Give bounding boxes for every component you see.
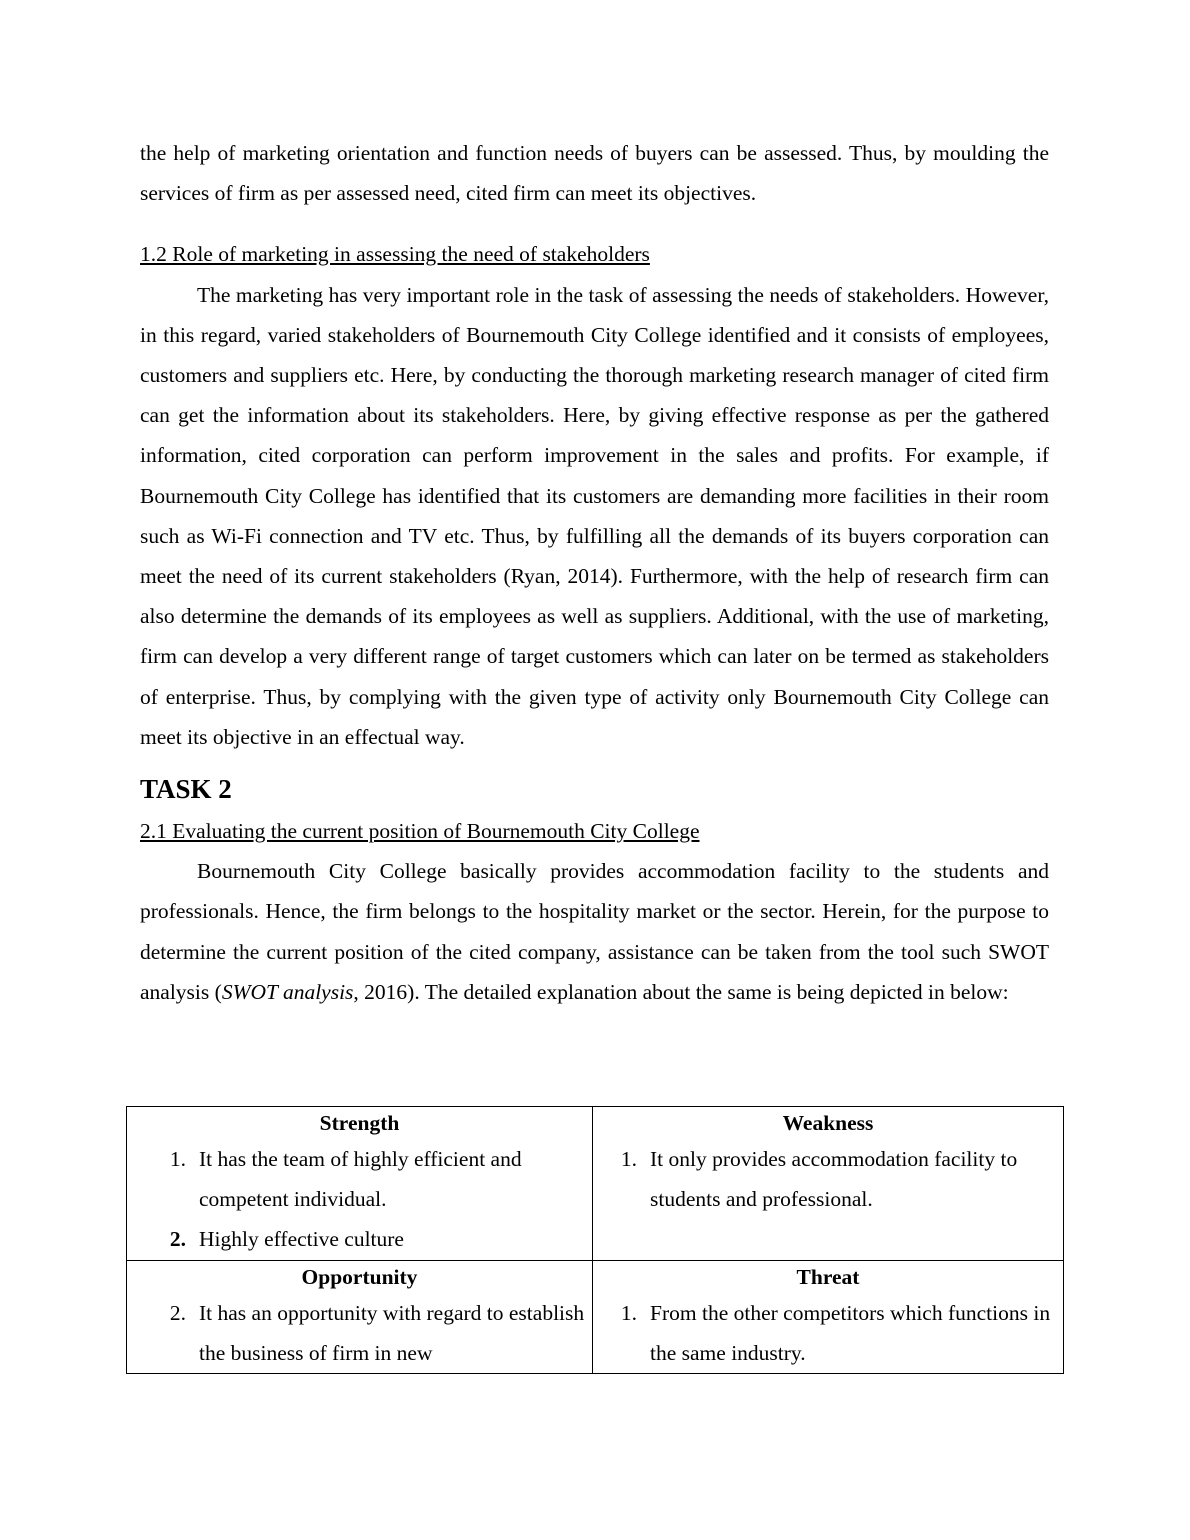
list-item-number: 1. [620, 1300, 637, 1325]
section-2-1-body-end: , 2016). The detailed explanation about the same is being depicted in below: [353, 979, 1009, 1004]
list-item [127, 1219, 592, 1259]
section-2-1-citation: SWOT analysis [221, 979, 354, 1004]
list-item [127, 1293, 592, 1373]
list-item-number: 2. [169, 1227, 186, 1252]
swot-opportunity-title: Opportunity [301, 1264, 418, 1289]
list-item-number: 1. [169, 1147, 186, 1171]
list-item [127, 1139, 592, 1219]
swot-weakness-cell [593, 1107, 1064, 1261]
section-1-2-body: The marketing has very important role in the task of assessing the needs of stakeholders. However, in this regard, varied stakeholders of Bournemouth City College identified and it consists of employees, customers and suppliers etc. Here, by conducting the thorough marketing research manager of cited firm can get the information about its stakeholders. Here, by giving effective response as per the gathered information, cited corporation can perform improvement in the sales and profits. For example, if Bournemouth City College has identified that its customers are demanding more facilities in their room such as Wi-Fi connection and TV etc. Thus, by fulfilling all the demands of its buyers corporation can meet the need of its current stakeholders (Ryan, 2014). Furthermore, with the help of research firm can also determine the demands of its employees as well as suppliers. Additional, with the use of marketing, firm can develop a very different range of target customers which can later on be termed as stakeholders of enterprise. Thus, by complying with the given type of activity only Bournemouth City College can meet its objective in an effectual way. [140, 282, 1049, 749]
swot-row-bottom [127, 1260, 1064, 1373]
list-item-number: 1. [620, 1147, 637, 1171]
list-item-text: It has an opportunity with regard to establish the business of firm in new [199, 1300, 585, 1365]
swot-opportunity-cell [127, 1260, 593, 1373]
section-2-1-body [140, 851, 1049, 1012]
list-item-text: Highly effective culture [199, 1227, 404, 1252]
swot-threat-title: Threat [796, 1264, 860, 1289]
swot-threat-cell [593, 1260, 1064, 1373]
list-item-number: 2. [169, 1300, 186, 1325]
document-page [140, 133, 1049, 1012]
section-2-1-heading: 2.1 Evaluating the current position of Bournemouth City College [140, 819, 700, 844]
list-item-text: From the other competitors which functions in the same industry. [650, 1300, 1051, 1365]
section-2-1-body-start: Bournemouth City College basically provides accommodation facility to the students and professionals. Hence, the firm belongs to the hospitality market or the sector. Herein, for the purpose to determine the current position of the cited company, assistance can be taken from the tool such SWOT analysis ( [140, 859, 1049, 1004]
swot-strength-title: Strength [319, 1111, 400, 1135]
list-item [604, 1139, 1063, 1219]
intro-continuation-paragraph: the help of marketing orientation and function needs of buyers can be assessed. Thus, by moulding the services of firm as per assessed need, cited firm can meet its objectives. [140, 141, 1049, 206]
swot-strength-cell [127, 1107, 593, 1261]
list-item [604, 1293, 1063, 1373]
swot-row-top [127, 1107, 1064, 1261]
task-2-title: TASK 2 [140, 774, 232, 805]
section-1-2-heading: 1.2 Role of marketing in assessing the need of stakeholders [140, 242, 650, 267]
list-item-text: It has the team of highly efficient and competent individual. [199, 1147, 522, 1212]
list-item-text: It only provides accommodation facility to students and professional. [650, 1147, 1018, 1212]
swot-weakness-title: Weakness [782, 1111, 874, 1135]
swot-table [126, 1106, 1064, 1374]
